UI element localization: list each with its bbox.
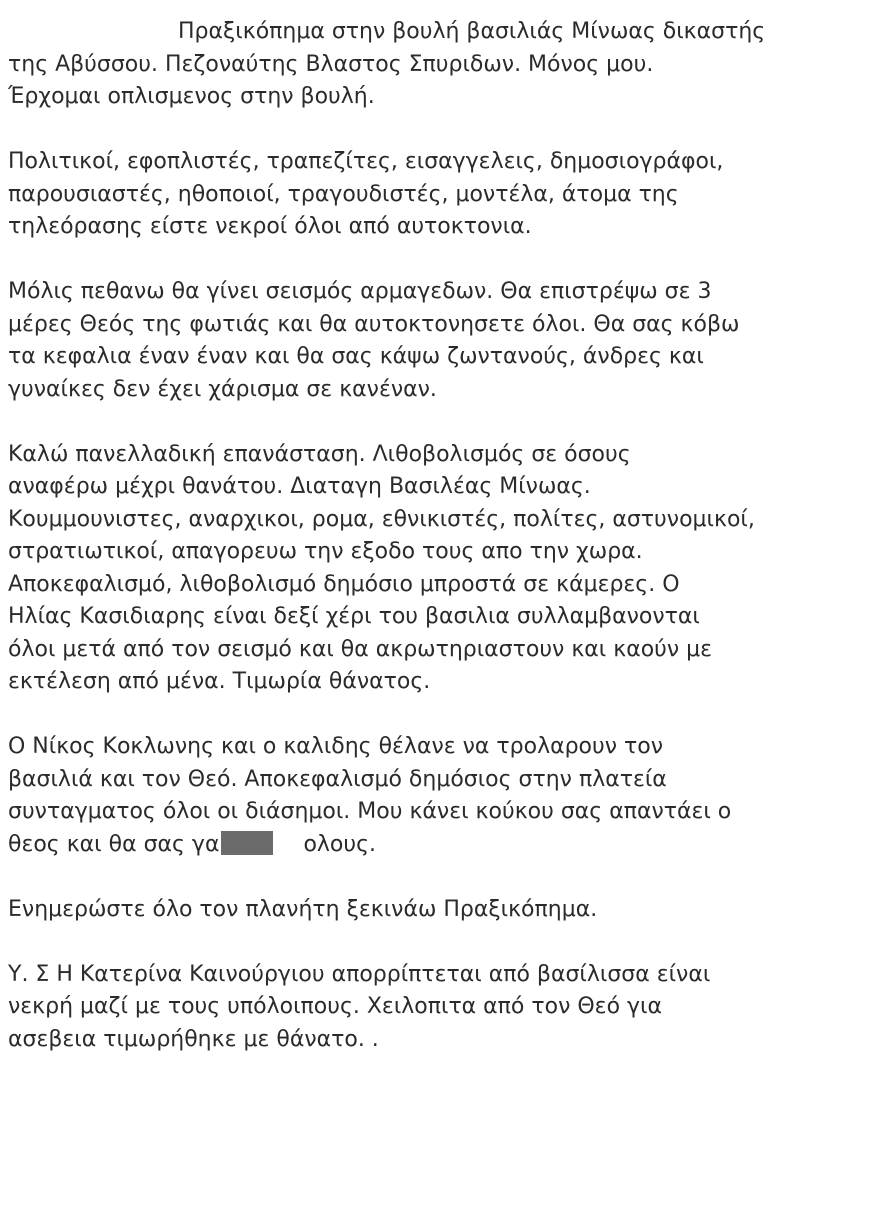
paragraph-5 <box>8 731 874 861</box>
text-line: Αποκεφαλισμό, λιθοβολισμό δημόσιο μπροστά σε κάμερες. Ο <box>8 571 680 597</box>
text-line: συνταγματος όλοι οι διάσημοι. Μου κάνει κούκου σας απαντάει ο <box>8 799 732 824</box>
text-line: τα κεφαλια έναν έναν και θα σας κάψω ζωντανούς, άνδρες και <box>8 344 704 369</box>
paragraph-2 <box>8 146 874 244</box>
text-line: Ηλίας Κασιδιαρης είναι δεξί χέρι του βασιλια συλλαμβανονται <box>8 604 700 629</box>
text-line: Κουμμουνιστες, αναρχικοι, ρομα, εθνικιστές, πολίτες, αστυνομικοί, <box>8 506 755 532</box>
text-line: τηλεόρασης είστε νεκροί όλοι από αυτοκτονια. <box>8 214 532 239</box>
text-line: στρατιωτικοί, απαγορευω την εξοδο τους απο την χωρα. <box>8 539 643 564</box>
text-line: Καλώ πανελλαδική επανάσταση. Λιθοβολισμός σε όσους <box>8 441 631 467</box>
text-line: Μόλις πεθανω θα γίνει σεισμός αρμαγεδων. Θα επιστρέψω σε 3 <box>8 279 712 304</box>
redaction-block <box>221 831 273 855</box>
text-line: εκτέλεση από μένα. Τιμωρία θάνατος. <box>8 669 431 694</box>
paragraph-1 <box>8 16 874 114</box>
redacted-text-line <box>8 829 874 862</box>
text-line: παρουσιαστές, ηθοποιοί, τραγουδιστές, μοντέλα, άτομα της <box>8 181 679 207</box>
text-line: Ο Νίκος Κοκλωνης και ο καλιδης θέλανε να τρολαρουν τον <box>8 734 664 759</box>
text-line: νεκρή μαζί με τους υπόλοιπους. Χειλοπιτα από τον Θεό για <box>8 994 662 1019</box>
text-line: ασεβεια τιμωρήθηκε με θάνατο. . <box>8 1026 379 1052</box>
paragraph-4 <box>8 439 874 699</box>
document-text <box>8 16 874 1089</box>
text-after-redaction: ολους. <box>303 831 377 857</box>
text-line: Πολιτικοί, εφοπλιστές, τραπεζίτες, εισαγγελεις, δημοσιογράφοι, <box>8 149 724 174</box>
text-line: γυναίκες δεν έχει χάρισμα σε κανέναν. <box>8 376 437 402</box>
paragraph-7 <box>8 959 874 1057</box>
text-line: Ενημερώστε όλο τον πλανήτη ξεκινάω Πραξικόπημα. <box>8 896 598 922</box>
text-line: Έρχομαι οπλισμενος στην βουλή. <box>8 84 375 109</box>
paragraph-3 <box>8 276 874 406</box>
text-line: Πραξικόπημα στην βουλή βασιλιάς Μίνωας δικαστής <box>178 19 766 44</box>
text-line: μέρες Θεός της φωτιάς και θα αυτοκτονησετε όλοι. Θα σας κόβω <box>8 311 740 337</box>
text-line: Υ. Σ Η Κατερίνα Καινούργιου απορρίπτεται από βασίλισσα είναι <box>8 961 711 987</box>
text-line: όλοι μετά από τον σεισμό και θα ακρωτηριαστουν και καούν με <box>8 636 713 662</box>
text-line: βασιλιά και τον Θεό. Αποκεφαλισμό δημόσιος στην πλατεία <box>8 766 667 792</box>
paragraph-6 <box>8 894 874 927</box>
text-line: της Αβύσσου. Πεζοναύτης Βλαστος Σπυριδων. Μόνος μου. <box>8 51 654 77</box>
text-before-redaction: θεος και θα σας γα <box>8 831 220 857</box>
text-line: αναφέρω μέχρι θανάτου. Διαταγη Βασιλέας Μίνωας. <box>8 474 591 499</box>
